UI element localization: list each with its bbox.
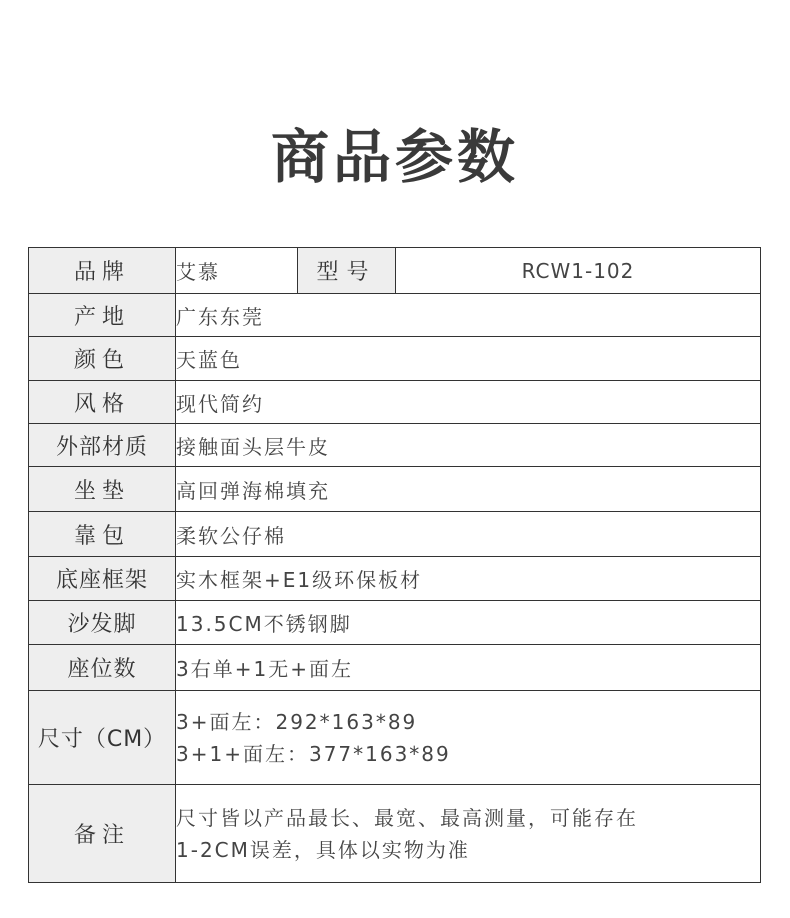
- size-line-1: 3+面左：292*163*89: [176, 709, 418, 734]
- spec-table: [28, 247, 761, 883]
- size-value: [176, 691, 761, 785]
- table-row: [29, 337, 761, 381]
- model-label: 型号: [298, 248, 396, 294]
- row-label-color: 颜色: [29, 337, 176, 381]
- note-label: 备注: [29, 785, 176, 883]
- note-value: [176, 785, 761, 883]
- table-row: [29, 601, 761, 645]
- row-label-frame: 底座框架: [29, 557, 176, 601]
- size-label: 尺寸（CM）: [29, 691, 176, 785]
- table-row-size: [29, 691, 761, 785]
- table-row: [29, 645, 761, 691]
- row-value-frame: 实木框架+E1级环保板材: [176, 557, 761, 601]
- row-value-seats: 3右单+1无+面左: [176, 645, 761, 691]
- row-label-seats: 座位数: [29, 645, 176, 691]
- table-row: [29, 424, 761, 467]
- brand-value: 艾慕: [176, 248, 298, 294]
- row-value-color: 天蓝色: [176, 337, 761, 381]
- row-label-legs: 沙发脚: [29, 601, 176, 645]
- table-row: [29, 467, 761, 512]
- table-row: [29, 381, 761, 424]
- model-value: RCW1-102: [396, 248, 761, 294]
- size-line-2: 3+1+面左：377*163*89: [176, 741, 451, 766]
- row-label-cushion: 坐垫: [29, 467, 176, 512]
- row-label-pillow: 靠包: [29, 512, 176, 557]
- row-label-origin: 产地: [29, 294, 176, 337]
- table-row-brand: [29, 248, 761, 294]
- row-label-material: 外部材质: [29, 424, 176, 467]
- brand-label: 品牌: [29, 248, 176, 294]
- table-row: [29, 294, 761, 337]
- row-value-style: 现代简约: [176, 381, 761, 424]
- row-value-origin: 广东东莞: [176, 294, 761, 337]
- note-line-1: 尺寸皆以产品最长、最宽、最高测量，可能存在: [176, 805, 638, 830]
- table-row: [29, 557, 761, 601]
- row-value-pillow: 柔软公仔棉: [176, 512, 761, 557]
- table-row: [29, 512, 761, 557]
- row-label-style: 风格: [29, 381, 176, 424]
- note-line-2: 1-2CM误差，具体以实物为准: [176, 837, 470, 862]
- row-value-legs: 13.5CM不锈钢脚: [176, 601, 761, 645]
- row-value-material: 接触面头层牛皮: [176, 424, 761, 467]
- page-title: 商品参数: [270, 123, 519, 191]
- table-row-note: [29, 785, 761, 883]
- row-value-cushion: 高回弹海棉填充: [176, 467, 761, 512]
